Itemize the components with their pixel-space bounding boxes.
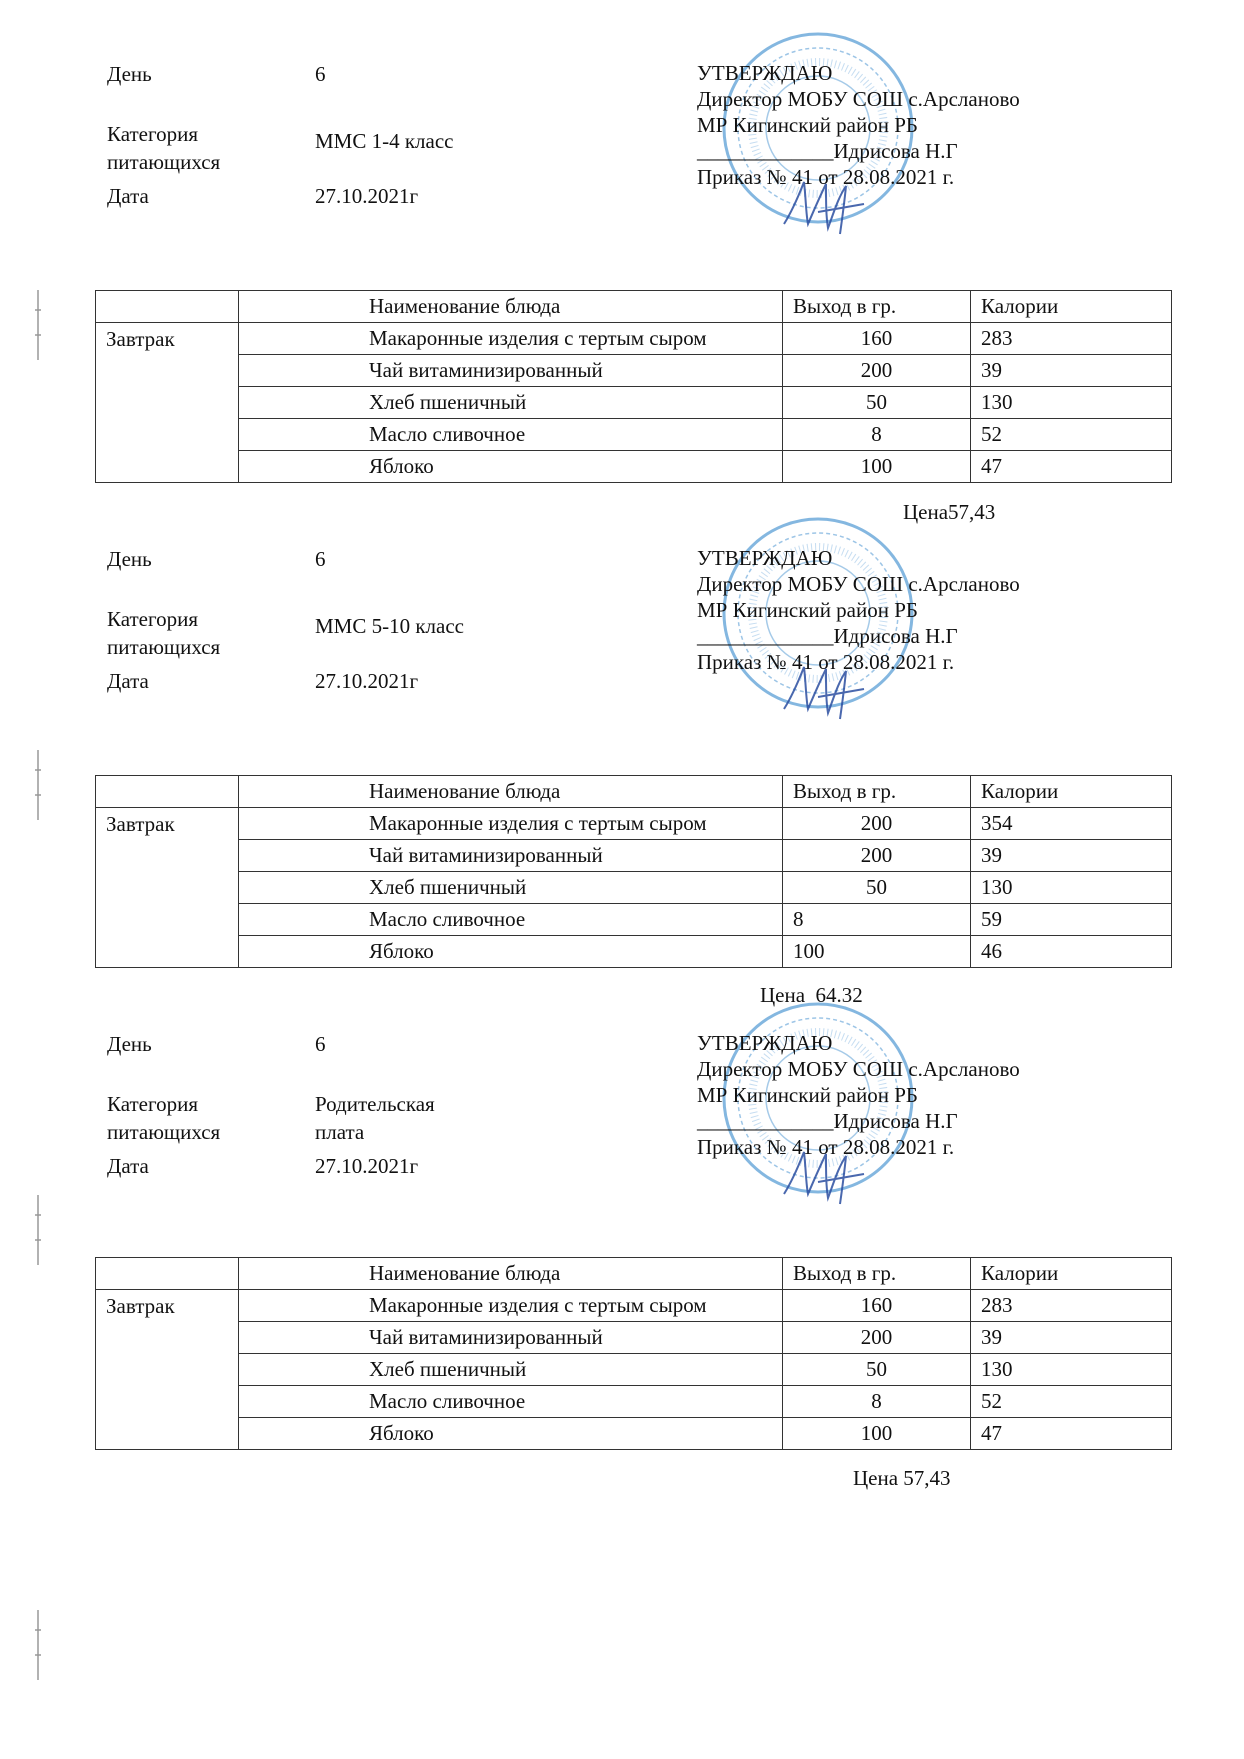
calories-cell: 59 [971,904,1172,936]
header-cell: Калории [971,776,1172,808]
table-header-row [96,1258,1172,1290]
table-row [96,419,1172,451]
weight-cell: 160 [783,1290,971,1322]
weight-cell: 8 [783,419,971,451]
price-label: Цена57,43 [903,500,996,524]
calories-cell: 354 [971,808,1172,840]
meal-cell: Завтрак [96,808,239,968]
dish-cell: Макаронные изделия с тертым сыром [239,808,783,840]
weight-cell: 50 [783,872,971,904]
weight-cell: 200 [783,1322,971,1354]
table-row [96,840,1172,872]
weight-cell: 8 [783,904,971,936]
table-row [96,936,1172,968]
calories-cell: 47 [971,1418,1172,1450]
calories-cell: 39 [971,840,1172,872]
approval-order: Приказ № 41 от 28.08.2021 г. [697,165,955,189]
calories-cell: 52 [971,1386,1172,1418]
weight-cell: 100 [783,936,971,968]
approval-title: УТВЕРЖДАЮ [697,546,833,570]
calories-cell: 39 [971,355,1172,387]
table-row [96,323,1172,355]
header-cell: Калории [971,291,1172,323]
menu-table [95,775,1172,968]
header-cell: Наименование блюда [239,1258,783,1290]
scan-edge-mark [34,1610,42,1680]
weight-cell: 8 [783,1386,971,1418]
meal-cell: Завтрак [96,1290,239,1450]
dish-cell: Макаронные изделия с тертым сыром [239,323,783,355]
dish-cell: Яблоко [239,1418,783,1450]
approval-title: УТВЕРЖДАЮ [697,1031,833,1055]
scan-edge-mark [34,1195,42,1265]
dish-cell: Хлеб пшеничный [239,872,783,904]
day-label: День [107,1032,152,1056]
table-row [96,1418,1172,1450]
table-row [96,1386,1172,1418]
menu-block-1 [0,60,1244,540]
dish-cell: Чай витаминизированный [239,355,783,387]
weight-cell: 200 [783,840,971,872]
dish-cell: Чай витаминизированный [239,1322,783,1354]
approval-order: Приказ № 41 от 28.08.2021 г. [697,650,955,674]
weight-cell: 100 [783,451,971,483]
table-row [96,451,1172,483]
weight-cell: 50 [783,1354,971,1386]
date-value: 27.10.2021г [315,1154,419,1178]
dish-cell: Чай витаминизированный [239,840,783,872]
weight-cell: 200 [783,808,971,840]
table-header-row [96,776,1172,808]
header-cell: Наименование блюда [239,291,783,323]
dish-cell: Масло сливочное [239,1386,783,1418]
date-label: Дата [107,184,149,208]
director-signature [780,172,868,242]
day-value: 6 [315,547,326,571]
price-label: Цена 57,43 [853,1466,951,1490]
calories-cell: 130 [971,387,1172,419]
scan-edge-mark [34,290,42,360]
table-row [96,808,1172,840]
weight-cell: 200 [783,355,971,387]
table-row [96,1354,1172,1386]
approval-signature-line: _____________Идрисова Н.Г [697,139,958,163]
table-row [96,904,1172,936]
category-label: Категория питающихся [107,122,221,174]
dish-cell: Яблоко [239,451,783,483]
header-cell: Выход в гр. [783,776,971,808]
calories-cell: 47 [971,451,1172,483]
table-row [96,387,1172,419]
table-row [96,355,1172,387]
calories-cell: 46 [971,936,1172,968]
approval-block [697,1030,1117,1160]
category-value: ММС 1-4 класс [315,129,454,153]
calories-cell: 52 [971,419,1172,451]
calories-cell: 283 [971,323,1172,355]
approval-district: МР Кигинский район РБ [697,113,918,137]
menu-block-3 [0,1030,1244,1510]
director-signature [780,657,868,727]
table-row [96,872,1172,904]
date-label: Дата [107,669,149,693]
scan-edge-mark [34,750,42,820]
header-cell [96,291,239,323]
approval-order: Приказ № 41 от 28.08.2021 г. [697,1135,955,1159]
weight-cell: 100 [783,1418,971,1450]
weight-cell: 160 [783,323,971,355]
approval-block [697,60,1117,190]
date-value: 27.10.2021г [315,184,419,208]
menu-table [95,1257,1172,1450]
approval-block [697,545,1117,675]
approval-signature-line: _____________Идрисова Н.Г [697,624,958,648]
dish-cell: Хлеб пшеничный [239,387,783,419]
header-cell: Калории [971,1258,1172,1290]
day-label: День [107,62,152,86]
header-cell [96,1258,239,1290]
dish-cell: Масло сливочное [239,419,783,451]
weight-cell: 50 [783,387,971,419]
category-label: Категория питающихся [107,607,221,659]
director-signature [780,1142,868,1212]
table-header-row [96,291,1172,323]
dish-cell: Макаронные изделия с тертым сыром [239,1290,783,1322]
header-cell [96,776,239,808]
menu-block-2 [0,545,1244,1025]
date-label: Дата [107,1154,149,1178]
header-cell: Выход в гр. [783,291,971,323]
category-value: Родительская плата [315,1092,435,1144]
table-row [96,1322,1172,1354]
approval-title: УТВЕРЖДАЮ [697,61,833,85]
header-cell: Выход в гр. [783,1258,971,1290]
meal-cell: Завтрак [96,323,239,483]
approval-director: Директор МОБУ СОШ с.Арсланово [697,572,1020,596]
dish-cell: Яблоко [239,936,783,968]
day-label: День [107,547,152,571]
approval-director: Директор МОБУ СОШ с.Арсланово [697,1057,1020,1081]
approval-director: Директор МОБУ СОШ с.Арсланово [697,87,1020,111]
calories-cell: 130 [971,1354,1172,1386]
menu-table [95,290,1172,483]
day-value: 6 [315,62,326,86]
dish-cell: Масло сливочное [239,904,783,936]
dish-cell: Хлеб пшеничный [239,1354,783,1386]
price-label: Цена 64.32 [760,983,863,1007]
approval-signature-line: _____________Идрисова Н.Г [697,1109,958,1133]
approval-district: МР Кигинский район РБ [697,1083,918,1107]
table-row [96,1290,1172,1322]
calories-cell: 130 [971,872,1172,904]
header-cell: Наименование блюда [239,776,783,808]
calories-cell: 39 [971,1322,1172,1354]
date-value: 27.10.2021г [315,669,419,693]
category-value: ММС 5-10 класс [315,614,464,638]
day-value: 6 [315,1032,326,1056]
category-label: Категория питающихся [107,1092,221,1144]
calories-cell: 283 [971,1290,1172,1322]
approval-district: МР Кигинский район РБ [697,598,918,622]
